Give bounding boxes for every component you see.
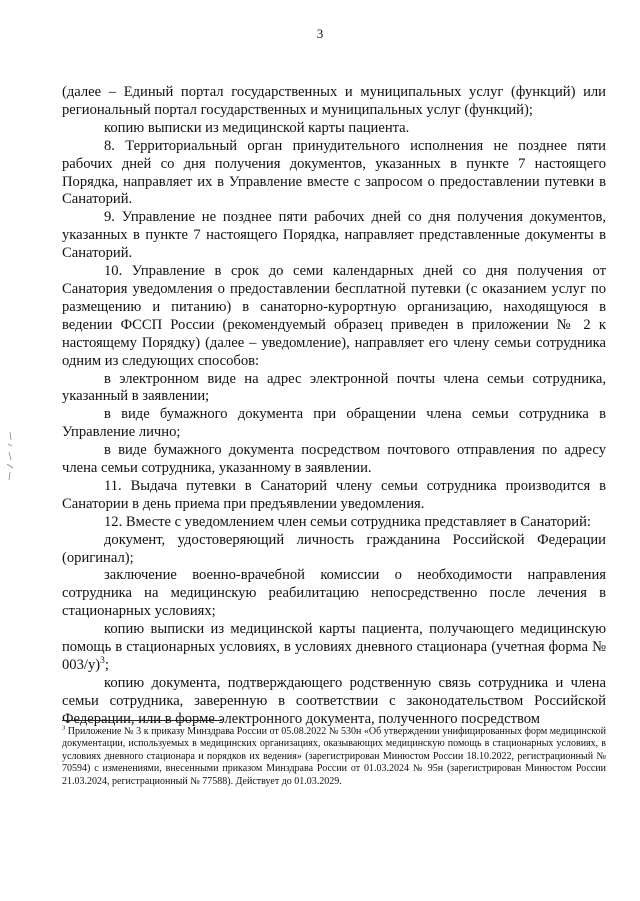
paragraph: 12. Вместе с уведомлением член семьи сотрудника представляет в Санаторий: xyxy=(104,513,591,530)
footnote-reference[interactable]: 3 xyxy=(100,656,105,667)
footnote-text: Приложение № 3 к приказу Минздрава России от 05.08.2022 № 530н «Об утверждении унифицированных форм медицинской документации, используемых в медицинских организациях, оказывающих медицинскую помощь в стационарных условиях, в условиях дневного стационара и порядков их ведения» (зарегистрирован Минюстом России 18.10.2022, регистрационный № 70594) с изменениями, внесенными приказом Минздрава России от 01.03.2024 № 95н (зарегистрирован Минюстом России 21.03.2024, регистрационный № 77588). Действует до 01.03.2029. xyxy=(62,726,606,787)
paragraph: в виде бумажного документа при обращении члена семьи сотрудника в Управление лично; xyxy=(62,406,606,441)
paragraph: 11. Выдача путевки в Санаторий члену семьи сотрудника производится в Санатории в день приема при предъявлении уведомления. xyxy=(62,477,606,512)
paragraph: 9. Управление не позднее пяти рабочих дней со дня получения документов, указанных в пункте 7 настоящего Порядка, направляет представленные документы в Санаторий. xyxy=(62,209,606,262)
paragraph: в электронном виде на адрес электронной почты члена семьи сотрудника, указанный в заявлении; xyxy=(62,370,606,405)
footnote xyxy=(62,726,606,788)
paragraph: 10. Управление в срок до семи календарных дней со дня получения от Санатория уведомления о предоставлении бесплатной путевки (с оказанием услуг по размещению и питанию) в санаторно-курортную организацию, находящуюся в ведении ФССП России (рекомендуемый образец приведен в приложении № 2 к настоящему Порядку) (далее – уведомление), направляет его члену семьи сотрудника одним из следующих способов: xyxy=(62,263,606,369)
paragraph: копию документа, подтверждающего родственную связь сотрудника и члена семьи сотрудника, заверенную в соответствии с законодательством Российской Федерации, или в форме электронного документа, полученного посредством xyxy=(62,674,606,727)
paragraph: копию выписки из медицинской карты пациента. xyxy=(104,119,410,136)
body-text xyxy=(62,84,606,729)
paragraph: 8. Территориальный орган принудительного исполнения не позднее пяти рабочих дней со дня получения документов, указанных в пункте 7 настоящего Порядка, направляет их в Управление вместе с запросом о предоставлении путевки в Санаторий. xyxy=(62,137,606,208)
footnote-divider xyxy=(62,720,222,721)
paragraph: (далее – Единый портал государственных и муниципальных услуг (функций) или региональный портал государственных и муниципальных услуг (функций); xyxy=(62,84,606,118)
paragraph: в виде бумажного документа посредством почтового отправления по адресу члена семьи сотрудника, указанному в заявлении. xyxy=(62,442,606,477)
margin-scan-marks xyxy=(2,430,18,490)
paragraph: документ, удостоверяющий личность гражданина Российской Федерации (оригинал); xyxy=(62,531,606,566)
page-number: 3 xyxy=(316,26,324,41)
paragraph: заключение военно-врачебной комиссии о необходимости направления сотрудника на медицинскую реабилитацию непосредственно после лечения в стационарных условиях; xyxy=(62,567,606,620)
paragraph-tail: ; xyxy=(104,657,109,673)
paragraph-with-footnote-ref xyxy=(62,621,606,675)
footnote-marker: 3 xyxy=(62,724,66,732)
paragraph-text: копию выписки из медицинской карты пациента, получающего медицинскую помощь в стационарных условиях, в условиях дневного стационара (учетная форма № 003/у) xyxy=(62,621,606,673)
